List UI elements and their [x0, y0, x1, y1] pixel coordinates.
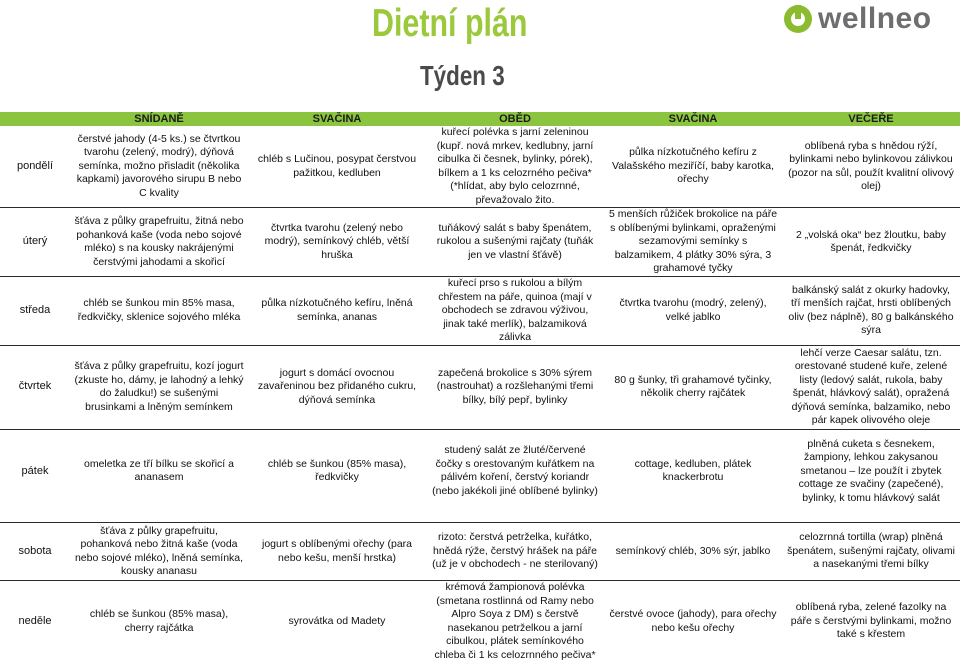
- meal-cell: půlka nízkotučného kefíru, lněná semínka, ananas: [248, 277, 426, 346]
- col-header-snack-1: SVAČINA: [248, 112, 426, 126]
- day-label: pondělí: [0, 126, 70, 208]
- meal-cell: semínkový chléb, 30% sýr, jablko: [604, 523, 782, 581]
- meal-cell: čtvrtka tvarohu (modrý, zelený), velké jablko: [604, 277, 782, 346]
- section-gap: [0, 513, 960, 523]
- col-header-breakfast: SNÍDANĚ: [70, 112, 248, 126]
- col-header-snack-2: SVAČINA: [604, 112, 782, 126]
- meal-cell: čerstvé jahody (4-5 ks.) se čtvrtkou tvarohu (zelený, modrý), dýňová semínka, možno přisladit (několika kapkami) javorového sirupu B nebo C kvality: [70, 126, 248, 208]
- day-label: čtvrtek: [0, 345, 70, 429]
- meal-cell: čtvrtka tvarohu (zelený nebo modrý), semínkový chléb, větší hruška: [248, 208, 426, 277]
- meal-cell: studený salát ze žluté/červené čočky s orestovaným kuřátkem na pálivém koření, čerstvý koriandr (nebo jakékoli jiné oblíbené bylinky): [426, 429, 604, 513]
- power-icon: [784, 5, 812, 33]
- col-header-lunch: OBĚD: [426, 112, 604, 126]
- meal-cell: omeletka ze tří bílku se skořicí a ananasem: [70, 429, 248, 513]
- meal-cell: kuřecí polévka s jarní zeleninou (kupř. nová mrkev, kedlubny, jarní cibulka či česnek, bylinky, pórek), bílkem a 1 ks celozrného pečiva* (*hlídat, aby bylo celozrnné, převažovalo žito.: [426, 126, 604, 208]
- meal-cell: jogurt s domácí ovocnou zavařeninou bez přidaného cukru, dýňová semínka: [248, 345, 426, 429]
- table-row: [0, 581, 960, 662]
- meal-cell: šťáva z půlky grapefruitu, žitná nebo pohanková kaše (voda nebo sojové mléko) s na kousky nakrájenými čerstvými jahodami a skořicí: [70, 208, 248, 277]
- meal-cell: chléb se šunkou min 85% masa, ředkvičky, sklenice sojového mléka: [70, 277, 248, 346]
- meal-cell: lehčí verze Caesar salátu, tzn. orestované studené kuře, zelené listy (ledový salát, rukola, baby špenát, hlávkový salát), opražená dýňová semínka, balzamiko, nebo pár kapek olivového oleje: [782, 345, 960, 429]
- meal-cell: čerstvé ovoce (jahody), para ořechy nebo kešu ořechy: [604, 581, 782, 662]
- meal-cell: plněná cuketa s česnekem, žampiony, lehkou zakysanou smetanou – lze použít i zbytek cottage ze svačiny (zapečené), bylinky, k tomu hlávkový salát: [782, 429, 960, 513]
- meal-cell: šťáva z půlky grapefruitu, pohanková nebo žitná kaše (voda nebo sojové mléko), lněná semínka, kousky ananasu: [70, 523, 248, 581]
- meal-cell: chléb se šunkou (85% masa), cherry rajčátka: [70, 581, 248, 662]
- meal-cell: cottage, kedluben, plátek knackerbrotu: [604, 429, 782, 513]
- meal-cell: zapečená brokolice s 30% sýrem (nastrouhat) a rozšlehanými třemi bílky, bílý pepř, bylinky: [426, 345, 604, 429]
- brand-logo: [784, 4, 932, 34]
- meal-cell: oblíbená ryba s hnědou rýží, bylinkami nebo bylinkovou zálivkou (pozor na sůl, použít kvalitní olivový olej): [782, 126, 960, 208]
- table-row: [0, 345, 960, 429]
- meal-cell: chléb se šunkou (85% masa), ředkvičky: [248, 429, 426, 513]
- meal-cell: tuňákový salát s baby špenátem, rukolou a sušenými rajčaty (tuňák jen ve vlastní šťávě): [426, 208, 604, 277]
- page-title: Dietní plán: [372, 2, 527, 46]
- meal-cell: 80 g šunky, tři grahamové tyčinky, několik cherry rajčátek: [604, 345, 782, 429]
- meal-cell: celozrnná tortilla (wrap) plněná špenátem, sušenými rajčaty, olivami a nasekanými třemi bílky: [782, 523, 960, 581]
- table-row: [0, 126, 960, 208]
- logo-text: wellneo: [818, 4, 932, 34]
- meal-cell: šťáva z půlky grapefruitu, kozí jogurt (zkuste ho, dámy, je lahodný a lehký do žaludku!) se sušenými brusinkami a lněným semínkem: [70, 345, 248, 429]
- corner-cell: [0, 112, 70, 126]
- day-label: pátek: [0, 429, 70, 513]
- meal-cell: 2 „volská oka“ bez žloutku, baby špenát, ředkvičky: [782, 208, 960, 277]
- meal-cell: rizoto: čerstvá petrželka, kuřátko, hnědá rýže, čerstvý hrášek na páře (už je v obchodech - ne sterilovaný): [426, 523, 604, 581]
- col-header-dinner: VEČEŘE: [782, 112, 960, 126]
- table-row: [0, 523, 960, 581]
- week-subtitle: Týden 3: [420, 60, 505, 92]
- meal-cell: chléb s Lučinou, posypat čerstvou pažitkou, kedluben: [248, 126, 426, 208]
- meal-cell: kuřecí prso s rukolou a bílým chřestem na páře, quinoa (mají v obchodech se zdravou výživou, jinak také merlík), balzamiková zálivka: [426, 277, 604, 346]
- day-label: sobota: [0, 523, 70, 581]
- table-row: [0, 429, 960, 513]
- meal-cell: syrovátka od Madety: [248, 581, 426, 662]
- column-header-row: [0, 112, 960, 126]
- day-label: středa: [0, 277, 70, 346]
- meal-cell: oblíbená ryba, zelené fazolky na páře s čerstvými bylinkami, možno také s křestem: [782, 581, 960, 662]
- meal-cell: jogurt s oblíbenými ořechy (para nebo kešu, menší hrstka): [248, 523, 426, 581]
- day-label: neděle: [0, 581, 70, 662]
- meal-cell: 5 menších růžiček brokolice na páře s oblíbenými bylinkami, opraženými sezamovými semínky s balzamikem, 4 plátky 30% sýra, 3 grahamové tyčky: [604, 208, 782, 277]
- table-row: [0, 277, 960, 346]
- meal-cell: krémová žampionová polévka (smetana rostlinná od Ramy nebo Alpro Soya z DM) s čerstvě nasekanou petrželkou a jarní cibulkou, plátek semínkového chleba či 1 ks celozrnného pečiva*: [426, 581, 604, 662]
- day-label: úterý: [0, 208, 70, 277]
- meal-cell: půlka nízkotučného kefíru z Valašského meziříčí, baby karotka, ořechy: [604, 126, 782, 208]
- table-row: [0, 208, 960, 277]
- meal-plan-table: [0, 112, 960, 662]
- meal-cell: balkánský salát z okurky hadovky, tří menších rajčat, hrsti oblíbených oliv (bez náplně), 80 g balkánského sýra: [782, 277, 960, 346]
